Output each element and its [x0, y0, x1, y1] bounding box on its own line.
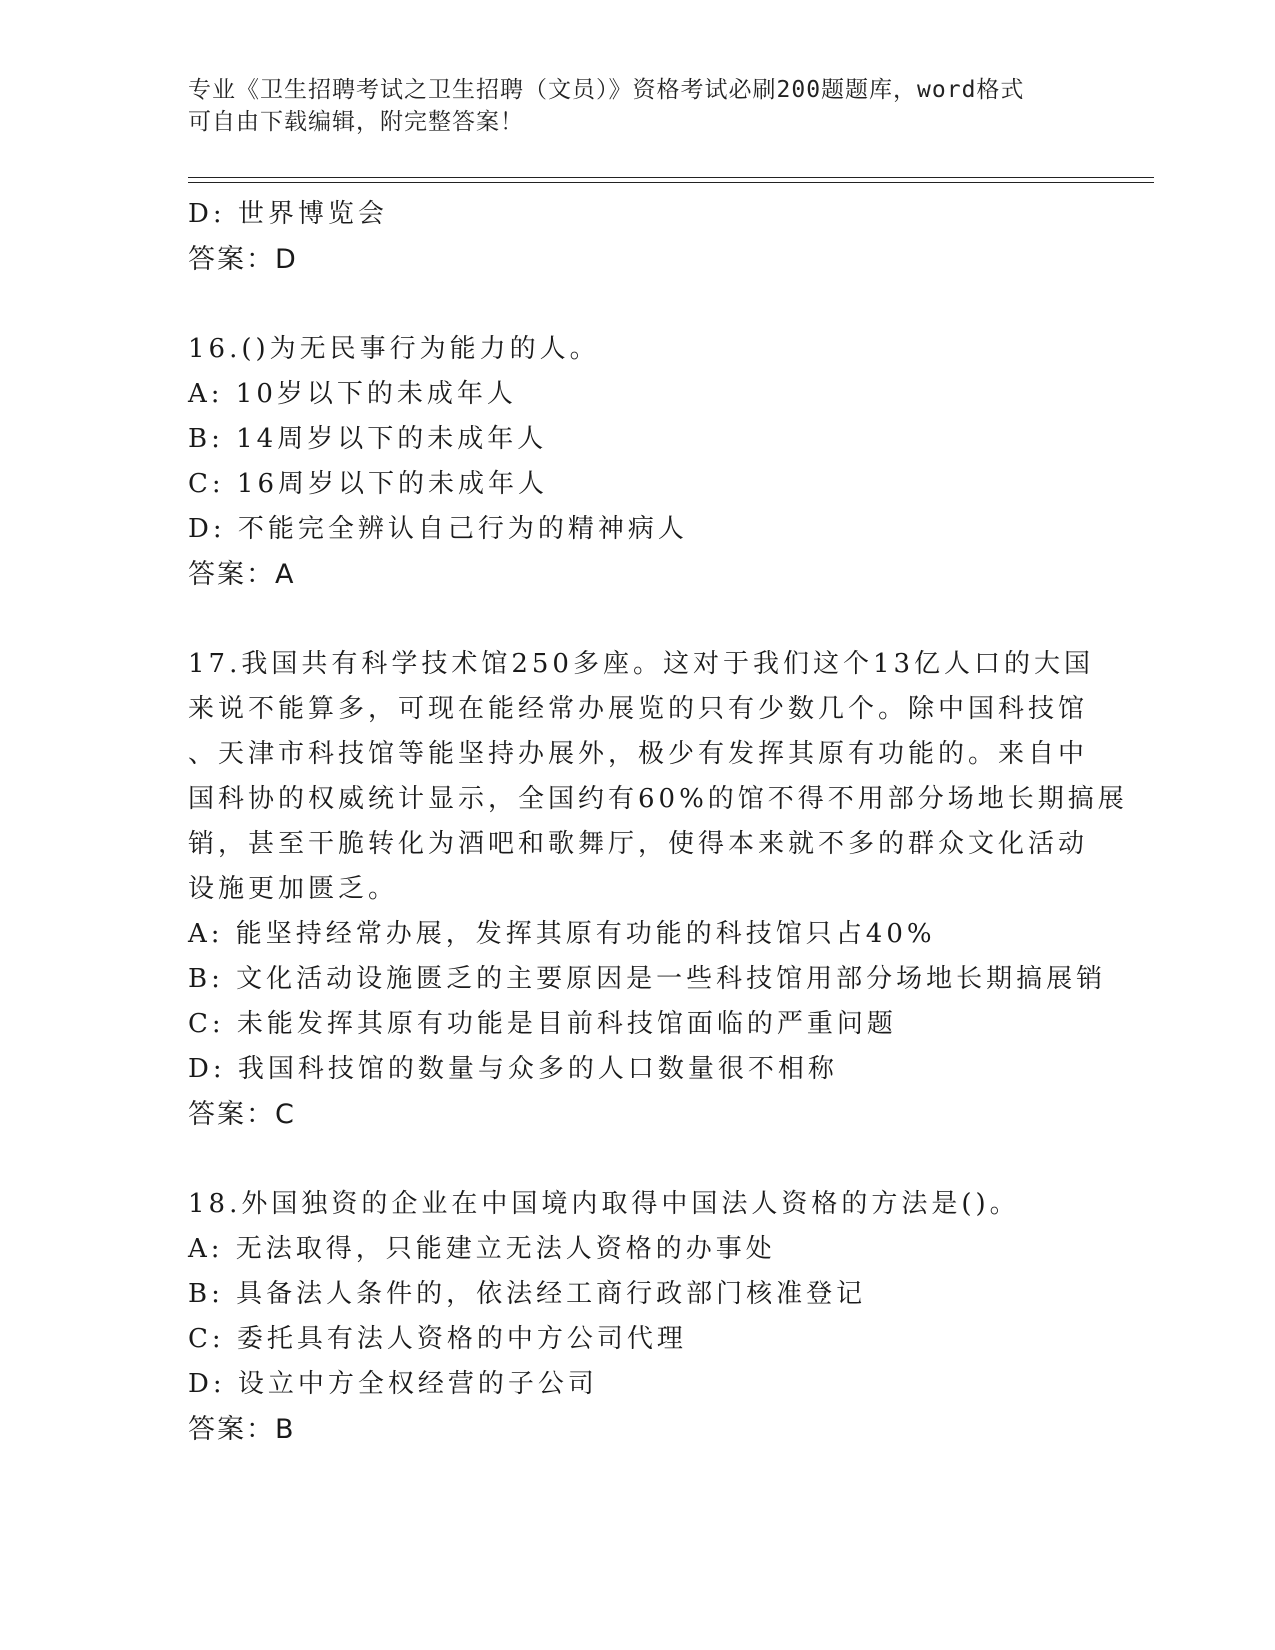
header-title-line-1: 专业《卫生招聘考试之卫生招聘（文员）》资格考试必刷200题题库，word格式	[188, 77, 1025, 103]
option-d: D: 不能完全辨认自己行为的精神病人	[188, 514, 688, 544]
answer-line: 答案：A	[188, 559, 296, 590]
option-a: A: 无法取得，只能建立无法人资格的办事处	[188, 1234, 776, 1264]
header-divider-bottom	[188, 182, 1154, 183]
option-d: D: 我国科技馆的数量与众多的人口数量很不相称	[188, 1054, 838, 1084]
option-c: C: 16周岁以下的未成年人	[188, 469, 549, 499]
question-stem-line: 17.我国共有科学技术馆250多座。这对于我们这个13亿人口的大国	[188, 649, 1095, 679]
question-15-tail	[188, 192, 1088, 282]
option-d: D: 世界博览会	[188, 199, 388, 229]
question-list	[188, 192, 1128, 1452]
question-stem: 16.()为无民事行为能力的人。	[188, 334, 600, 364]
answer-line: 答案：D	[188, 244, 298, 275]
spacer	[188, 597, 1088, 642]
option-c: C: 委托具有法人资格的中方公司代理	[188, 1324, 687, 1354]
question-stem-line: 国科协的权威统计显示，全国约有60%的馆不得不用部分场地长期搞展	[188, 784, 1128, 814]
header-title-line-2: 可自由下载编辑，附完整答案！	[188, 109, 524, 135]
question-18	[188, 1182, 1088, 1452]
answer-line: 答案：C	[188, 1099, 296, 1130]
spacer	[188, 1137, 1088, 1182]
document-header	[188, 74, 1068, 138]
question-stem-line: 设施更加匮乏。	[188, 874, 399, 904]
header-divider-top	[188, 177, 1154, 178]
question-stem	[188, 642, 1128, 912]
option-b: B: 14周岁以下的未成年人	[188, 424, 548, 454]
answer-line: 答案：B	[188, 1414, 296, 1445]
option-b: B: 文化活动设施匮乏的主要原因是一些科技馆用部分场地长期搞展销	[188, 964, 1107, 994]
question-17	[188, 642, 1128, 1137]
question-16	[188, 327, 1088, 597]
spacer	[188, 282, 1088, 327]
option-d: D: 设立中方全权经营的子公司	[188, 1369, 598, 1399]
option-a: A: 10岁以下的未成年人	[188, 379, 517, 409]
option-b: B: 具备法人条件的，依法经工商行政部门核准登记	[188, 1279, 867, 1309]
question-stem-line: 销，甚至干脆转化为酒吧和歌舞厅，使得本来就不多的群众文化活动	[188, 829, 1089, 859]
option-a: A: 能坚持经常办展，发挥其原有功能的科技馆只占40%	[188, 919, 936, 949]
question-stem: 18.外国独资的企业在中国境内取得中国法人资格的方法是()。	[188, 1189, 1020, 1219]
question-stem-line: 、天津市科技馆等能坚持办展外，极少有发挥其原有功能的。来自中	[188, 739, 1089, 769]
option-c: C: 未能发挥其原有功能是目前科技馆面临的严重问题	[188, 1009, 897, 1039]
question-stem-line: 来说不能算多，可现在能经常办展览的只有少数几个。除中国科技馆	[188, 694, 1089, 724]
